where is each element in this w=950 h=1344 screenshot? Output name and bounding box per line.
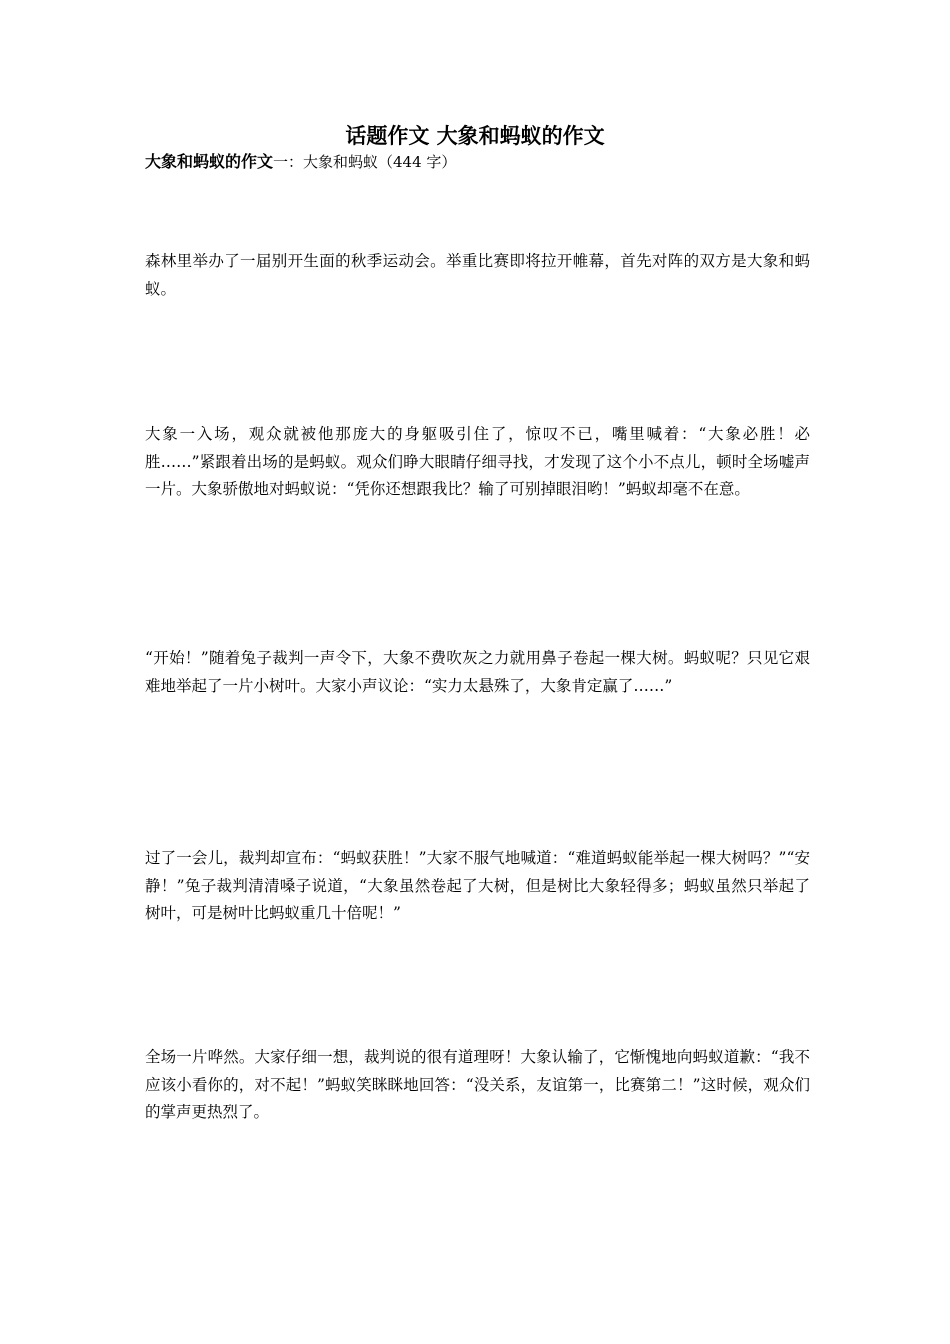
paragraph-3: “开始！”随着兔子裁判一声令下，大象不费吹灰之力就用鼻子卷起一棵大树。蚂蚁呢？只见它艰难地举起了一片小树叶。大家小声议论：“实力太悬殊了，大象肯定赢了……” bbox=[145, 649, 810, 695]
paragraph-4: 过了一会儿，裁判却宣布：“蚂蚁获胜！”大家不服气地喊道：“难道蚂蚁能举起一棵大树吗？”“安静！”兔子裁判清清嗓子说道，“大象虽然卷起了大树，但是树比大象轻得多；蚂蚁虽然只举起了树叶，可是树叶比蚂蚁重几十倍呢！” bbox=[145, 849, 810, 922]
subtitle-essay-label: 一：大象和蚂蚁（444 字） bbox=[273, 153, 457, 171]
paragraph-2: 大象一入场，观众就被他那庞大的身躯吸引住了，惊叹不已，嘴里喊着：“大象必胜！必胜……”紧跟着出场的是蚂蚁。观众们睁大眼睛仔细寻找，才发现了这个小不点儿，顿时全场嘘声一片。大象骄傲地对蚂蚁说：“凭你还想跟我比？输了可别掉眼泪哟！”蚂蚁却毫不在意。 bbox=[145, 425, 810, 498]
paragraph-5: 全场一片哗然。大家仔细一想，裁判说的很有道理呀！大象认输了，它惭愧地向蚂蚁道歉：“我不应该小看你的，对不起！”蚂蚁笑眯眯地回答：“没关系，友谊第一，比赛第二！”这时候，观众们的掌声更热烈了。 bbox=[145, 1048, 810, 1121]
essay-subtitle bbox=[145, 150, 456, 174]
page-title: 话题作文 大象和蚂蚁的作文 bbox=[345, 123, 605, 148]
paragraph-1: 森林里举办了一届别开生面的秋季运动会。举重比赛即将拉开帷幕，首先对阵的双方是大象和蚂蚁。 bbox=[145, 252, 810, 298]
subtitle-topic: 大象和蚂蚁的作文 bbox=[145, 152, 274, 171]
